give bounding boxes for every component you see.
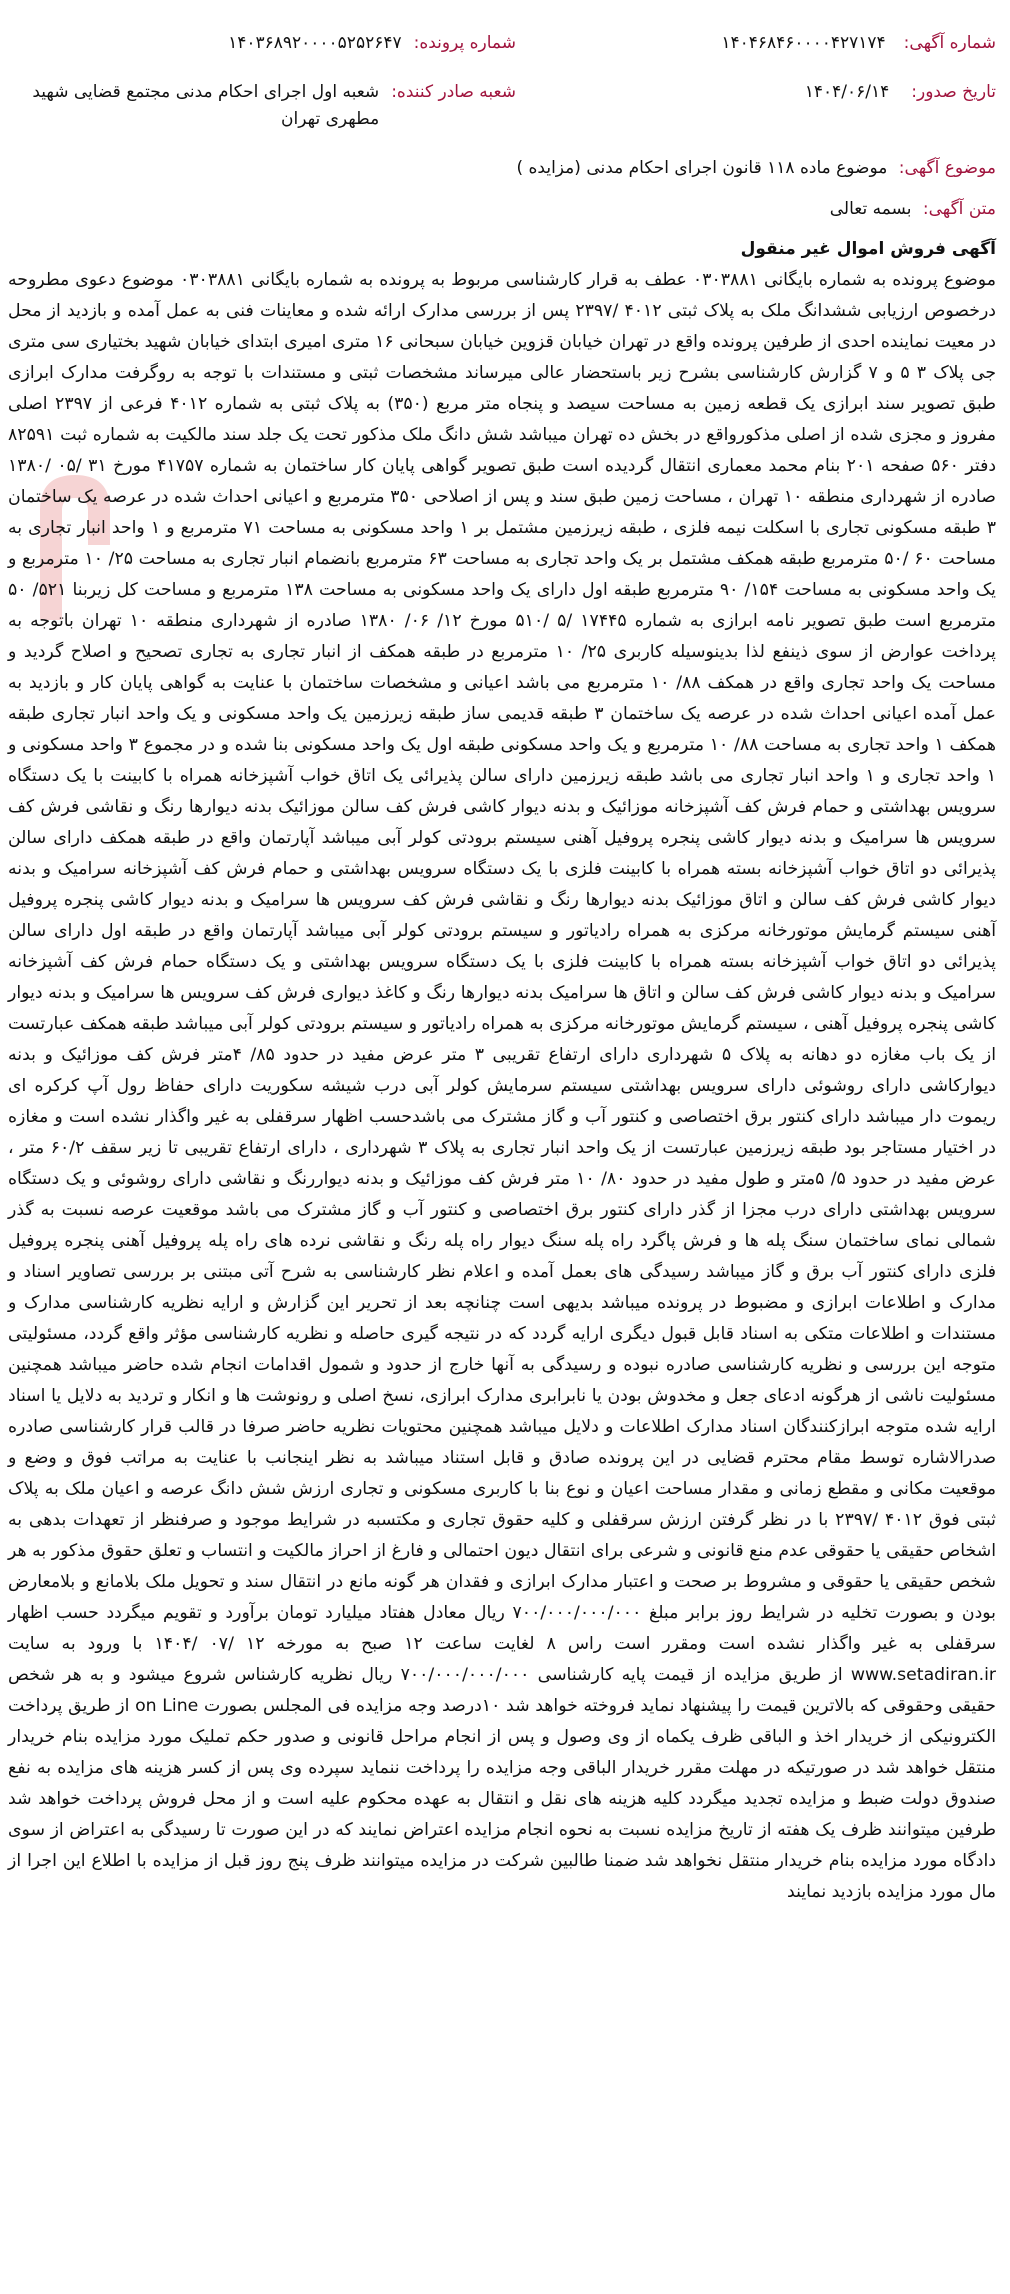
meta-row-numbers [8, 30, 996, 57]
subject-field [8, 155, 996, 182]
meta-row-date-branch [8, 79, 996, 133]
case-number-label: شماره پرونده: [413, 33, 516, 53]
issuing-branch-field [8, 79, 516, 133]
ad-heading: آگهی فروش اموال غیر منقول [740, 239, 996, 259]
issue-date-field [516, 79, 996, 133]
issuing-branch-value: شعبه اول اجرای احکام مدنی مجتمع قضایی شهید مطهری تهران [32, 82, 380, 129]
ad-number-value: ۱۴۰۴۶۸۴۶۰۰۰۰۴۲۷۱۷۴ [721, 33, 886, 53]
case-number-value: ۱۴۰۳۶۸۹۲۰۰۰۰۵۲۵۲۶۴۷ [228, 33, 402, 53]
ad-text-field [8, 196, 996, 223]
ad-number-field [516, 30, 996, 57]
issuing-branch-label: شعبه صادر کننده: [391, 82, 516, 102]
ad-body-text: موضوع پرونده به شماره بایگانی ۰۳۰۳۸۸۱ عطف به قرار کارشناسی مربوط به پرونده به شماره بایگانی ۰۳۰۳۸۸۱ موضوع دعوی مطروحه درخصوص ارزیابی ششدانگ ملک به پلاک ثبتی ۴۰۱۲ /۲۳۹۷ پس از بررسی مدارک ارائه شده و معاینات فنی به عمل آمده و بازدید از محل در معیت نماینده احدی از طرفین پرونده واقع در تهران خیابان قزوین خیابان سبحانی ۱۶ متری امیری ابتدای خیابان شهید بختیاری سی متری جی پلاک ۳ ۵ و ۷ گزارش کارشناسی بشرح زیر باستحضار عالی میرساند مشخصات ثبتی و مستندات با توجه به روگرفت مدارک ابرازی طبق تصویر سند ابرازی یک قطعه زمین به مساحت سیصد و پنجاه متر مربع (۳۵۰) به پلاک ثبتی به شماره ۴۰۱۲ فرعی از ۲۳۹۷ اصلی مفروز و مجزی شده از اصلی مذکورواقع در بخش ده تهران میباشد شش دانگ ملک مذکور تحت یک جلد سند مالکیت به شماره ثبت ۸۲۵۹۱ دفتر ۵۶۰ صفحه ۲۰۱ بنام محمد معماری انتقال گردیده است طبق تصویر گواهی پایان کار ساختمان به شماره ۴۱۷۵۷ مورخ ۳۱ /۰۵ /۱۳۸۰ صادره از شهرداری منطقه ۱۰ تهران ، مساحت زمین طبق سند و پس از اصلاحی ۳۵۰ مترمربع و اعیانی احداث شده در عرصه یک ساختمان ۳ طبقه مسکونی تجاری با اسکلت نیمه فلزی ، طبقه زیرزمین مشتمل بر ۱ واحد مسکونی به مساحت ۷۱ مترمربع و ۱ واحد انبار تجاری به مساحت ۶۰ /۵۰ مترمربع طبقه همکف مشتمل بر یک واحد تجاری به مساحت ۶۳ مترمربع بانضمام انبار تجاری به مساحت ۲۵/ ۱۰ مترمربع و یک واحد مسکونی به مساحت ۱۵۴/ ۹۰ مترمربع طبقه اول دارای یک واحد مسکونی به مساحت ۱۳۸ مترمربع و مساحت کل زیربنا ۵۲۱/ ۵۰ مترمربع است طبق تصویر نامه ابرازی به شماره ۱۷۴۴۵ /۵ /۵۱۰ مورخ ۱۲/ ۰۶/ ۱۳۸۰ صادره از شهرداری منطقه ۱۰ تهران باتوجه به پرداخت عوارض از سوی ذینفع لذا بدینوسیله کاربری ۲۵/ ۱۰ مترمربع در طبقه همکف از انبار تجاری به تجاری تصحیح و اصلاح گردید و مساحت یک واحد تجاری واقع در همکف ۸۸/ ۱۰ مترمربع می باشد اعیانی و مشخصات ساختمان با عنایت به گواهی پایان کار و بازدید به عمل آمده اعیانی احداث شده در عرصه یک ساختمان ۳ طبقه قدیمی ساز طبقه زیرزمین یک واحد مسکونی و یک واحد انبار تجاری طبقه همکف ۱ واحد تجاری به مساحت ۸۸/ ۱۰ مترمربع و یک واحد مسکونی طبقه اول یک واحد مسکونی بنا شده و در مجموع ۳ واحد مسکونی و ۱ واحد تجاری و ۱ واحد انبار تجاری می باشد طبقه زیرزمین دارای سالن پذیرائی یک اتاق خواب آشپزخانه همراه با کابینت با یک دستگاه سرویس بهداشتی و حمام فرش کف آشپزخانه موزائیک و بدنه دیوار کاشی فرش کف سالن موزائیک بدنه دیوارها رنگ و نقاشی فرش کف سرویس ها سرامیک و بدنه دیوار کاشی پنجره پروفیل آهنی سیستم برودتی کولر آبی میباشد آپارتمان واقع در طبقه همکف دارای سالن پذیرائی دو اتاق خواب آشپزخانه بسته همراه با کابینت فلزی با یک دستگاه سرویس بهداشتی و حمام فرش کف آشپزخانه سرامیک و بدنه دیوار کاشی فرش کف سالن و اتاق موزائیک بدنه دیوارها رنگ و نقاشی فرش کف سرویس ها سرامیک و بدنه دیوار کاشی پنجره پروفیل آهنی سیستم گرمایش موتورخانه مرکزی به همراه رادیاتور و سیستم برودتی کولر آبی میباشد آپارتمان واقع در طبقه اول دارای سالن پذیرائی دو اتاق خواب آشپزخانه بسته همراه با کابینت فلزی با یک دستگاه سرویس بهداشتی و یک دستگاه حمام فرش کف آشپزخانه سرامیک و بدنه دیوار کاشی فرش کف سالن و اتاق ها سرامیک بدنه دیوارها رنگ و کاغذ دیواری فرش کف سرویس ها سرامیک و بدنه دیوار کاشی پنجره پروفیل آهنی ، سیستم گرمایش موتورخانه مرکزی به همراه رادیاتور و سیستم برودتی کولر آبی میباشد طبقه همکف عبارتست از یک باب مغازه دو دهانه به پلاک ۵ شهرداری دارای ارتفاع تقریبی ۳ متر عرض مفید در حدود ۸۵/ ۴متر فرش کف موزائیک و بدنه دیوارکاشی دارای روشوئی دارای سرویس بهداشتی سیستم سرمایش کولر آبی درب شیشه سکوریت دارای حفاظ رول آپ کرکره ای ریموت دار میباشد دارای کنتور برق اختصاصی و کنتور آب و گاز مشترک می باشدحسب اظهار سرقفلی به غیر واگذار نشده است و مغازه در اختیار مستاجر بود طبقه زیرزمین عبارتست از یک واحد انبار تجاری به پلاک ۳ شهرداری ، دارای ارتفاع تقریبی تا زیر سقف ۶۰/۲ متر ، عرض مفید در حدود ۵/ ۵متر و طول مفید در حدود ۸۰/ ۱۰ متر فرش کف موزائیک و بدنه دیواررنگ و نقاشی دارای روشوئی و یک دستگاه سرویس بهداشتی دارای درب مجزا از گذر دارای کنتور برق اختصاصی و کنتور آب و گاز مشترک می باشد موقعیت عرصه نسبت به گذر شمالی نمای ساختمان سنگ پله ها و فرش پاگرد راه پله سنگ دیوار راه پله رنگ و نقاشی نرده های راه پله پروفیل آهنی پنجره پروفیل فلزی دارای کنتور آب برق و گاز میباشد رسیدگی های بعمل آمده و اعلام نظر کارشناسی به شرح آتی مبتنی بر بررسی تصاویر اسناد و مدارک و اطلاعات ابرازی و مضبوط در پرونده میباشد بدیهی است چنانچه بعد از تحریر این گزارش و ارایه نظریه کارشناسی مدارک و مستندات و اطلاعات متکی به اسناد قابل قبول دیگری ارایه گردد که در نتیجه گیری حاصله و نظریه کارشناسی مؤثر واقع گردد، مسئولیتی متوجه این بررسی و نظریه کارشناسی صادره نبوده و رسیدگی به آنها خارج از حدود و شمول اقدامات انجام شده حاضر میباشد همچنین مسئولیت ناشی از هرگونه ادعای جعل و مخدوش بودن یا نابرابری مدارک ابرازی، نسخ اصلی و رونوشت ها و انکار و تردید به دلایل یا اسناد ارایه شده متوجه ابرازکنندگان اسناد مدارک اطلاعات و دلایل میباشد همچنین محتویات نظریه حاضر صرفا در قالب قرار کارشناسی صادره صدرالاشاره توسط مقام محترم قضایی در این پرونده صادق و قابل استناد میباشد به نظر اینجانب با عنایت به مراتب فوق و وضع و موقعیت مکانی و مقطع زمانی و مقدار مساحت اعیان و نوع بنا با کاربری مسکونی و تجاری ارزش شش دانگ عرصه و اعیان ملک به پلاک ثبتی فوق ۴۰۱۲ /۲۳۹۷ با در نظر گرفتن ارزش سرقفلی و کلیه حقوق تجاری و مکتسبه در شرایط موجود و صرفنظر از تعهدات بدهی به اشخاص حقیقی یا حقوقی عدم منع قانونی و شرعی برای انتقال دیون احتمالی و فارغ از احراز مالکیت و انتساب و تعلق حقوق مذکور به هر شخص حقیقی یا حقوقی و مشروط بر صحت و اعتبار مدارک ابرازی و فقدان هر گونه مانع در انتقال سند و تحویل ملک بلامانع و بلامعارض بودن و بصورت تخلیه در شرایط روز برابر مبلغ ۷۰۰/۰۰۰/۰۰۰/۰۰۰ ریال معادل هفتاد میلیارد تومان برآورد و تقویم میگردد حسب اظهار سرقفلی به غیر واگذار نشده است ومقرر است راس ۸ لغایت ساعت ۱۲ صبح به مورخه ۱۲ /۰۷ /۱۴۰۴ با ورود به سایت www.setadiran.ir از طریق مزایده از قیمت پایه کارشناسی ۷۰۰/۰۰۰/۰۰۰/۰۰۰ ریال نظریه کارشناس شروع میشود و به هر شخص حقیقی وحقوقی که بالاترین قیمت را پیشنهاد نماید فروخته خواهد شد ۱۰درصد وجه مزایده فی المجلس بصورت on Line از طریق پرداخت الکترونیکی از خریدار اخذ و الباقی ظرف یکماه از وی وصول و پس از انجام مراحل قانونی و صدور حکم تملیک مورد مزایده بنام خریدار منتقل خواهد شد در صورتیکه در مهلت مقرر خریدار الباقی وجه مزایده را پرداخت ننماید سپرده وی پس از کسر هزینه های مزایده به نفع صندوق دولت ضبط و مزایده تجدید میگردد کلیه هزینه های نقل و انتقال به عهده محکوم علیه است و از محل فروش پرداخت خواهد شد طرفین میتوانند ظرف یک هفته از تاریخ مزایده نسبت به نحوه انجام مزایده اعتراض نمایند که در این صورت تا رسیدگی به اعتراض از سوی دادگاه مورد مزایده بنام خریدار منتقل نخواهد شد ضمنا طالبین شرکت در مزایده میتوانند ظرف پنج روز قبل از مزایده با اطلاع این اجرا از مال مورد مزایده بازدید نمایند [8, 270, 997, 1902]
subject-value: موضوع ماده ۱۱۸ قانون اجرای احکام مدنی (مزایده ) [516, 158, 888, 178]
document-page [8, 30, 996, 1908]
ad-text-value: بسمه تعالی [829, 199, 912, 219]
ad-text-label: متن آگهی: [922, 199, 996, 219]
issue-date-label: تاریخ صدور: [911, 82, 996, 102]
subject-label: موضوع آگهی: [898, 158, 996, 178]
case-number-field [8, 30, 516, 57]
ad-number-label: شماره آگهی: [903, 33, 996, 53]
issue-date-value: ۱۴۰۴/۰۶/۱۴ [804, 82, 890, 102]
